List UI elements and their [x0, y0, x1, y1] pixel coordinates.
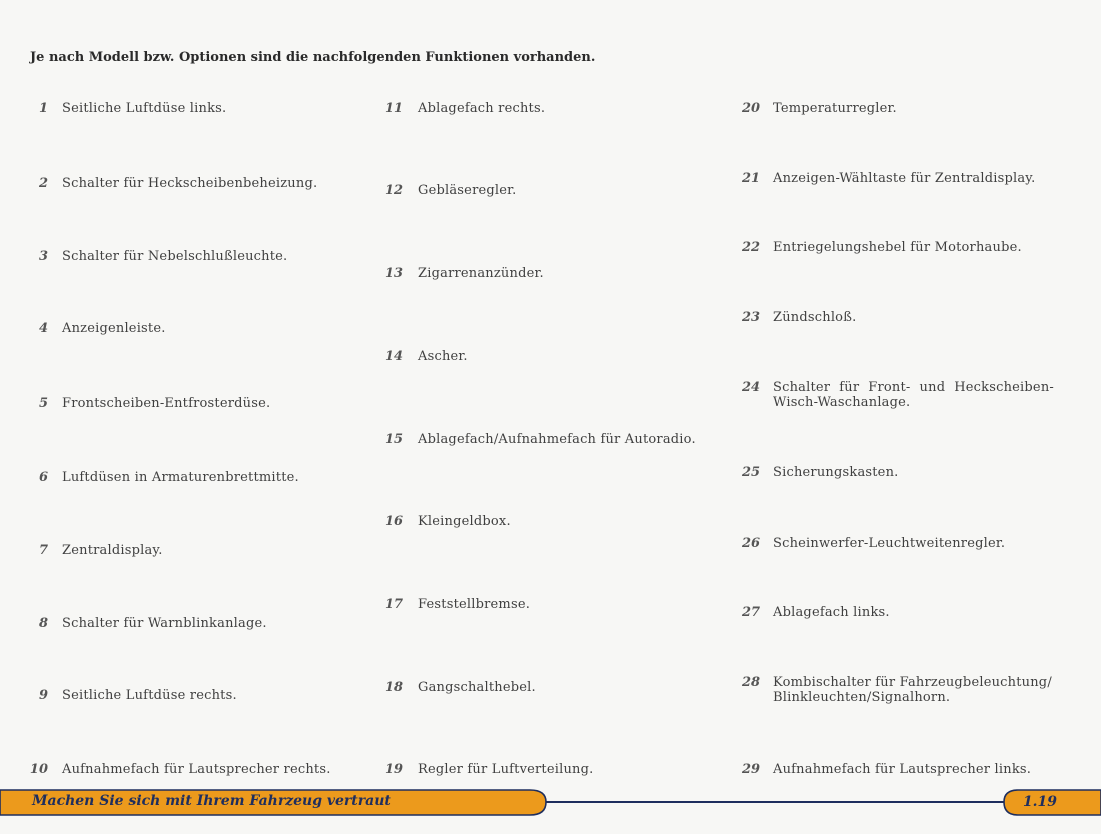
item-text: Anzeigenleiste. — [62, 321, 166, 336]
item-text-line2: Wisch-Waschanlage. — [773, 395, 911, 410]
item-text-line2: Blinkleuchten/Signalhorn. — [773, 690, 951, 705]
item-text: Schalter für Nebelschlußleuchte. — [62, 249, 288, 264]
list-item — [28, 249, 287, 264]
item-number: 4 — [38, 321, 48, 336]
item-number: 27 — [742, 605, 761, 620]
list-item — [28, 688, 237, 703]
list-item — [742, 171, 1062, 186]
item-text: Gangschalthebel. — [418, 680, 536, 695]
item-number: 21 — [742, 171, 761, 186]
item-text: Seitliche Luftdüse rechts. — [62, 688, 237, 703]
item-number: 26 — [742, 536, 761, 551]
item-text: Ascher. — [418, 349, 468, 364]
item-number: 13 — [385, 266, 404, 281]
item-number: 11 — [385, 101, 404, 116]
item-text: Zündschloß. — [773, 310, 857, 325]
list-item — [742, 310, 1062, 325]
list-item — [28, 396, 270, 411]
item-number: 23 — [742, 310, 761, 325]
item-number: 18 — [385, 680, 404, 695]
item-text: Entriegelungshebel für Motorhaube. — [773, 240, 1022, 255]
item-number: 6 — [38, 470, 48, 485]
item-text: Seitliche Luftdüse links. — [62, 101, 227, 116]
item-text: Schalter für Heckscheibenbeheizung. — [62, 176, 318, 191]
list-item — [28, 321, 166, 336]
item-number: 10 — [29, 762, 48, 777]
item-number: 28 — [742, 675, 761, 690]
item-number: 14 — [385, 349, 404, 364]
list-item — [742, 240, 1062, 255]
item-text: Anzeigen-Wähltaste für Zentraldisplay. — [773, 171, 1036, 186]
item-number: 2 — [38, 176, 48, 191]
item-number: 19 — [385, 762, 404, 777]
item-text: Kleingeldbox. — [418, 514, 511, 529]
item-number: 20 — [742, 101, 761, 116]
item-number: 29 — [742, 762, 761, 777]
page-number: 1.19 — [1022, 794, 1058, 810]
list-item — [28, 616, 267, 631]
list-item — [385, 101, 545, 116]
list-item — [742, 380, 1062, 410]
item-text: Ablagefach/Aufnahmefach für Autoradio. — [418, 432, 696, 447]
item-text: Regler für Luftverteilung. — [418, 762, 594, 777]
item-number: 22 — [742, 240, 761, 255]
item-text: Schalter für Front- und Heckscheiben- — [773, 380, 1054, 395]
list-item — [28, 762, 331, 777]
item-text: Zigarrenanzünder. — [418, 266, 544, 281]
item-text: Temperaturregler. — [773, 101, 897, 116]
item-text: Feststellbremse. — [418, 597, 531, 612]
list-item — [742, 762, 1062, 777]
item-text: Scheinwerfer-Leuchtweitenregler. — [773, 536, 1006, 551]
list-item — [28, 176, 317, 191]
item-text: Ablagefach rechts. — [418, 101, 546, 116]
item-number: 3 — [38, 249, 48, 264]
item-text: Luftdüsen in Armaturenbrettmitte. — [62, 470, 299, 485]
item-text: Ablagefach links. — [773, 605, 890, 620]
item-number: 5 — [38, 396, 48, 411]
item-number: 25 — [742, 465, 761, 480]
item-text: Schalter für Warnblinkanlage. — [62, 616, 267, 631]
item-text: Zentraldisplay. — [62, 543, 163, 558]
item-number: 15 — [385, 432, 404, 447]
item-number: 17 — [385, 597, 404, 612]
list-item — [385, 597, 530, 612]
list-item — [742, 101, 1062, 116]
item-number: 12 — [385, 183, 404, 198]
list-item — [742, 536, 1062, 551]
list-item — [28, 470, 299, 485]
footer-title: Machen Sie sich mit Ihrem Fahrzeug vertraut — [32, 793, 391, 809]
item-text: Kombischalter für Fahrzeugbeleuchtung/ — [773, 675, 1052, 690]
item-number: 1 — [38, 101, 48, 116]
item-number: 9 — [38, 688, 48, 703]
list-item — [742, 605, 1062, 620]
list-item — [742, 465, 1062, 480]
item-text: Aufnahmefach für Lautsprecher links. — [773, 762, 1032, 777]
list-item — [385, 183, 516, 198]
item-number: 7 — [38, 543, 48, 558]
item-number: 8 — [38, 616, 48, 631]
item-text: Sicherungskasten. — [773, 465, 899, 480]
item-text: Aufnahmefach für Lautsprecher rechts. — [62, 762, 331, 777]
list-item — [385, 514, 511, 529]
item-text: Gebläseregler. — [418, 183, 517, 198]
intro-text: Je nach Modell bzw. Optionen sind die nachfolgenden Funktionen vorhanden. — [30, 50, 596, 65]
list-item — [385, 266, 544, 281]
item-number: 24 — [742, 380, 761, 395]
item-number: 16 — [385, 514, 404, 529]
list-item — [742, 675, 1062, 705]
list-item — [28, 101, 226, 116]
list-item — [385, 680, 536, 695]
list-item — [385, 349, 468, 364]
list-item — [28, 543, 163, 558]
list-item — [385, 762, 593, 777]
list-item — [385, 432, 696, 447]
item-text: Frontscheiben-Entfrosterdüse. — [62, 396, 271, 411]
